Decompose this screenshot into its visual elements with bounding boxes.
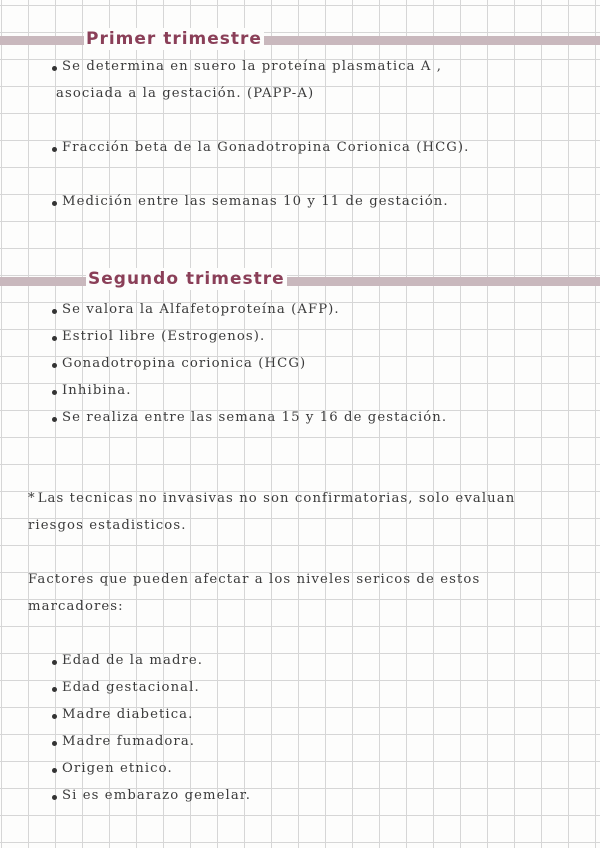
list-item-continuation: asociada a la gestación. (PAPP-A) — [56, 86, 315, 101]
list-item — [52, 679, 200, 697]
list-item — [52, 652, 203, 670]
bullet-icon — [52, 147, 57, 152]
list-item — [52, 787, 251, 805]
list-item — [52, 760, 173, 778]
bullet-icon — [52, 201, 57, 206]
list-item — [52, 193, 449, 211]
section-title-primer: Primer trimestre — [86, 29, 262, 49]
list-item — [52, 409, 447, 427]
note-line-continuation: riesgos estadisticos. — [28, 518, 187, 533]
note-text: Las tecnicas no invasivas no son confirmatorias, solo evaluan — [37, 491, 516, 506]
bullet-icon — [52, 795, 57, 800]
list-item — [52, 58, 442, 76]
list-item-text: Si es embarazo gemelar. — [62, 788, 252, 803]
bullet-icon — [52, 336, 57, 341]
list-item-text: Gonadotropina corionica (HCG) — [62, 356, 307, 371]
list-item-text: Madre diabetica. — [62, 707, 194, 722]
list-item — [52, 706, 193, 724]
factors-intro: Factores que pueden afectar a los niveles sericos de estos — [28, 572, 481, 587]
bullet-icon — [52, 714, 57, 719]
list-item — [52, 382, 132, 400]
list-item — [52, 139, 469, 157]
list-item-text: Se determina en suero la proteína plasmatica A , — [62, 59, 443, 74]
list-item-text: Se realiza entre las semana 15 y 16 de gestación. — [62, 410, 448, 425]
bullet-icon — [52, 66, 57, 71]
list-item-text: Origen etnico. — [62, 761, 173, 776]
list-item — [52, 355, 306, 373]
list-item-text: Edad de la madre. — [62, 653, 204, 668]
list-item-text: Inhibina. — [62, 383, 132, 398]
list-item-text: Se valora la Alfafetoproteína (AFP). — [62, 302, 340, 317]
bullet-icon — [52, 660, 57, 665]
list-item — [52, 733, 195, 751]
bullet-icon — [52, 741, 57, 746]
list-item-text: Estriol libre (Estrogenos). — [62, 329, 266, 344]
section-title-segundo: Segundo trimestre — [88, 269, 285, 289]
list-item — [52, 328, 265, 346]
list-item — [52, 301, 340, 319]
list-item-text: Edad gestacional. — [62, 680, 200, 695]
bullet-icon — [52, 768, 57, 773]
note-line — [28, 490, 515, 508]
bullet-icon — [52, 687, 57, 692]
list-item-text: Madre fumadora. — [62, 734, 196, 749]
list-item-text: Fracción beta de la Gonadotropina Corionica (HCG). — [62, 140, 470, 155]
bullet-icon — [52, 363, 57, 368]
asterisk-icon: * — [28, 491, 36, 506]
factors-intro-continuation: marcadores: — [28, 599, 124, 614]
bullet-icon — [52, 390, 57, 395]
list-item-text: Medición entre las semanas 10 y 11 de gestación. — [62, 194, 449, 209]
bullet-icon — [52, 417, 57, 422]
bullet-icon — [52, 309, 57, 314]
